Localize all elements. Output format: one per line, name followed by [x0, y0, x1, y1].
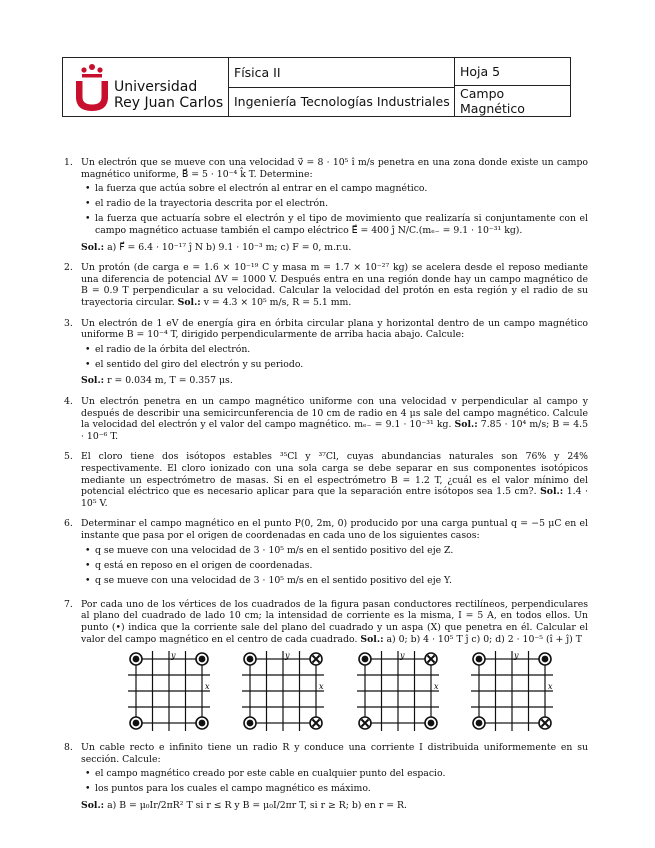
degree-name: Ingeniería Tecnologías Industriales — [234, 94, 450, 110]
solution-label: Sol.: — [177, 296, 201, 308]
sub-question-list — [81, 344, 588, 371]
solution-label: Sol.: — [81, 375, 105, 387]
sub-question: • el campo magnético creado por este cable en cualquier punto del espacio. — [95, 768, 588, 780]
axis-label-y: y — [513, 651, 519, 661]
solution-label: Sol.: — [81, 241, 105, 253]
axis-label-x: x — [319, 682, 324, 692]
current-out-dot — [133, 656, 140, 663]
problem-5 — [64, 451, 588, 509]
sub-question: • el radio de la órbita del electrón. — [95, 344, 588, 356]
problem-number: 7. — [64, 598, 73, 610]
axis-label-x: x — [205, 682, 210, 692]
current-out-dot — [133, 720, 140, 727]
sub-question: • la fuerza que actúa sobre el electrón al entrar en el campo magnético. — [95, 183, 588, 195]
university-line1: Universidad — [114, 79, 198, 95]
sub-question: • el radio de la trayectoria descrita por el electrón. — [95, 198, 588, 210]
solution-text: 1.4 · 10⁵ V. — [81, 486, 588, 509]
solution-text: a) F⃗ = 6.4 · 10⁻¹⁷ ĵ N b) 9.1 · 10⁻³ m; c) F = 0, m.r.u. — [107, 241, 352, 253]
current-out-dot — [199, 720, 206, 727]
problem-3 — [64, 318, 588, 387]
solution — [81, 800, 588, 812]
problem-list — [64, 157, 588, 821]
sub-question-list — [81, 183, 588, 236]
problem-body — [81, 262, 588, 308]
sub-question-list — [81, 545, 588, 587]
sub-question: • q se mueve con una velocidad de 3 · 10⁵ m/s en el sentido positivo del eje Y. — [95, 575, 588, 587]
current-out-dot — [476, 720, 483, 727]
square-figures — [126, 649, 561, 733]
square-figure-a — [126, 649, 218, 733]
sub-question: • la fuerza que actuaría sobre el electrón y el tipo de movimiento que realizaría si conjuntamente con el campo magnético actuase también el campo eléctrico E⃗ = 400 ĵ N/C.(mₑ₋ = 9.1 · 10⁻³¹ kg). — [95, 213, 588, 236]
course-name: Física II — [229, 58, 454, 88]
sub-question: • el sentido del giro del electrón y su periodo. — [95, 359, 588, 371]
problem-text: Determinar el campo magnético en el punto P(0, 2m, 0) producido por una carga puntual q = −5 μC en el instante que pasa por el origen de coordenadas en cada uno de los siguientes casos: — [81, 518, 588, 541]
problem-7 — [64, 599, 588, 733]
current-out-dot — [247, 656, 254, 663]
solution-label: Sol.: — [81, 800, 105, 812]
problem-number: 6. — [64, 518, 73, 530]
problem-body — [81, 451, 588, 509]
sub-question: • q está en reposo en el origen de coordenadas. — [95, 560, 588, 572]
problem-number: 4. — [64, 396, 73, 407]
university-logo-cell — [63, 58, 229, 116]
solution-text: 7.85 · 10⁴ m/s; B = 4.5 · 10⁻⁶ T. — [81, 419, 588, 442]
sub-question-list — [81, 768, 588, 795]
problem-text: Un cable recto e infinito tiene un radio R y conduce una corriente I distribuida uniformemente en su sección. Calcule: — [81, 742, 588, 765]
solution-text: r = 0.034 m, T = 0.357 μs. — [107, 375, 233, 387]
university-name — [114, 79, 223, 111]
problem-number: 2. — [64, 262, 73, 274]
problem-4 — [64, 396, 588, 442]
problem-text: Un protón (de carga e = 1.6 × 10⁻¹⁹ C y masa m = 1.7 × 10⁻²⁷ kg) se acelera desde el reposo mediante una diferencia de potencial ΔV = 1000 V. Después entra en una región donde hay un campo magnético de B = 0.9 T perpendicular a su velocidad. Calcular la velocidad del protón en esta región y el radio de su trayectoria circular. — [81, 262, 588, 308]
sub-question: • los puntos para los cuales el campo magnético es máximo. — [95, 783, 588, 795]
current-out-dot — [199, 656, 206, 663]
current-out-dot — [361, 656, 368, 663]
current-out-dot — [542, 656, 549, 663]
solution-text: a) B = μ₀Ir/2πR² T si r ≤ R y B = μ₀I/2πr T, si r ≥ R; b) en r = R. — [107, 800, 407, 812]
sheet-column — [455, 58, 570, 116]
solution-label: Sol.: — [454, 419, 478, 431]
problem-text: El cloro tiene dos isótopos estables ³⁵Cl y ³⁷Cl, cuyas abundancias naturales son 76% y 24% respectivamente. El cloro ionizado con una sola carga se debe separar en sus componentes isotópicos mediante un espectrómetro de masas. Si en el espectrómetro B = 1.2 T, ¿cuál es el valor mínimo del potencial eléctrico que es necesario aplicar para que la separación entre isótopos sea 1.5 cm?. — [81, 451, 588, 498]
axis-label-x: x — [433, 682, 439, 692]
problem-1 — [64, 157, 588, 253]
problem-6 — [64, 518, 588, 589]
current-out-dot — [476, 656, 483, 663]
solution-text: a) 0; b) 4 · 10⁵ T ĵ c) 0; d) 2 · 10⁻⁵ (î + ĵ) T — [386, 633, 582, 645]
solution-label: Sol.: — [360, 633, 384, 645]
problem-text: Un electrón de 1 eV de energía gira en órbita circular plana y horizontal dentro de un campo magnético uniforme B = 10⁻⁴ T, dirigido perpendicularmente de arriba hacia abajo. Calcule: — [81, 317, 588, 341]
problem-8 — [64, 742, 588, 811]
problem-text: Un electrón que se mueve con una velocidad v⃗ = 8 · 10⁵ î m/s penetra en una zona donde existe un campo magnético uniforme, B⃗ = 5 · 10⁻⁴ k̂ T. Determine: — [81, 157, 588, 180]
problem-number: 3. — [64, 317, 73, 329]
current-out-dot — [427, 720, 434, 727]
header-table — [62, 57, 571, 117]
sub-question: • q se mueve con una velocidad de 3 · 10⁵ m/s en el sentido positivo del eje Z. — [95, 545, 588, 557]
problem-text: Por cada uno de los vértices de los cuadrados de la figura pasan conductores rectilíneos, perpendiculares al plano del cuadrado de lado 10 cm; la intensidad de corriente es la misma, I = 5 A, en todos ellos. Un punto (•) indica que la corriente sale del plano del cuadrado y un aspa (X) que penetra en él. Calcular el valor del campo magnético en el centro de cada cuadrado. — [81, 598, 588, 645]
solution-text: v = 4.3 × 10⁵ m/s, R = 5.1 mm. — [203, 296, 352, 308]
problem-2 — [64, 262, 588, 308]
current-out-dot — [247, 720, 254, 727]
problem-number: 1. — [64, 157, 73, 168]
solution-label: Sol.: — [540, 486, 564, 498]
problem-number: 8. — [64, 742, 73, 754]
university-line2: Rey Juan Carlos — [114, 95, 224, 111]
sheet-number: Hoja 5 — [455, 58, 570, 86]
square-figure-b — [240, 649, 332, 733]
problem-body — [81, 396, 588, 442]
solution — [81, 242, 588, 254]
solution — [81, 375, 588, 387]
problem-text: Un electrón penetra en un campo magnético uniforme con una velocidad v perpendicular al campo y después de describir una semicircunferencia de 10 cm de radio en 4 μs sale del campo magnético. Calcule la velocidad del electrón y el valor del campo magnético. mₑ₋ = 9.1 · 10⁻³¹ kg. — [81, 396, 588, 431]
axis-label-y: y — [285, 651, 290, 661]
axis-label-y: y — [171, 651, 176, 661]
sheet-topic: Campo Magnético — [460, 86, 525, 116]
axis-label-x: x — [547, 682, 553, 692]
course-column — [229, 58, 455, 116]
problem-number: 5. — [64, 451, 73, 463]
square-figure-c — [355, 649, 447, 733]
square-figure-d — [469, 649, 561, 733]
axis-label-y: y — [399, 651, 405, 661]
urjc-logo-icon — [71, 61, 113, 113]
